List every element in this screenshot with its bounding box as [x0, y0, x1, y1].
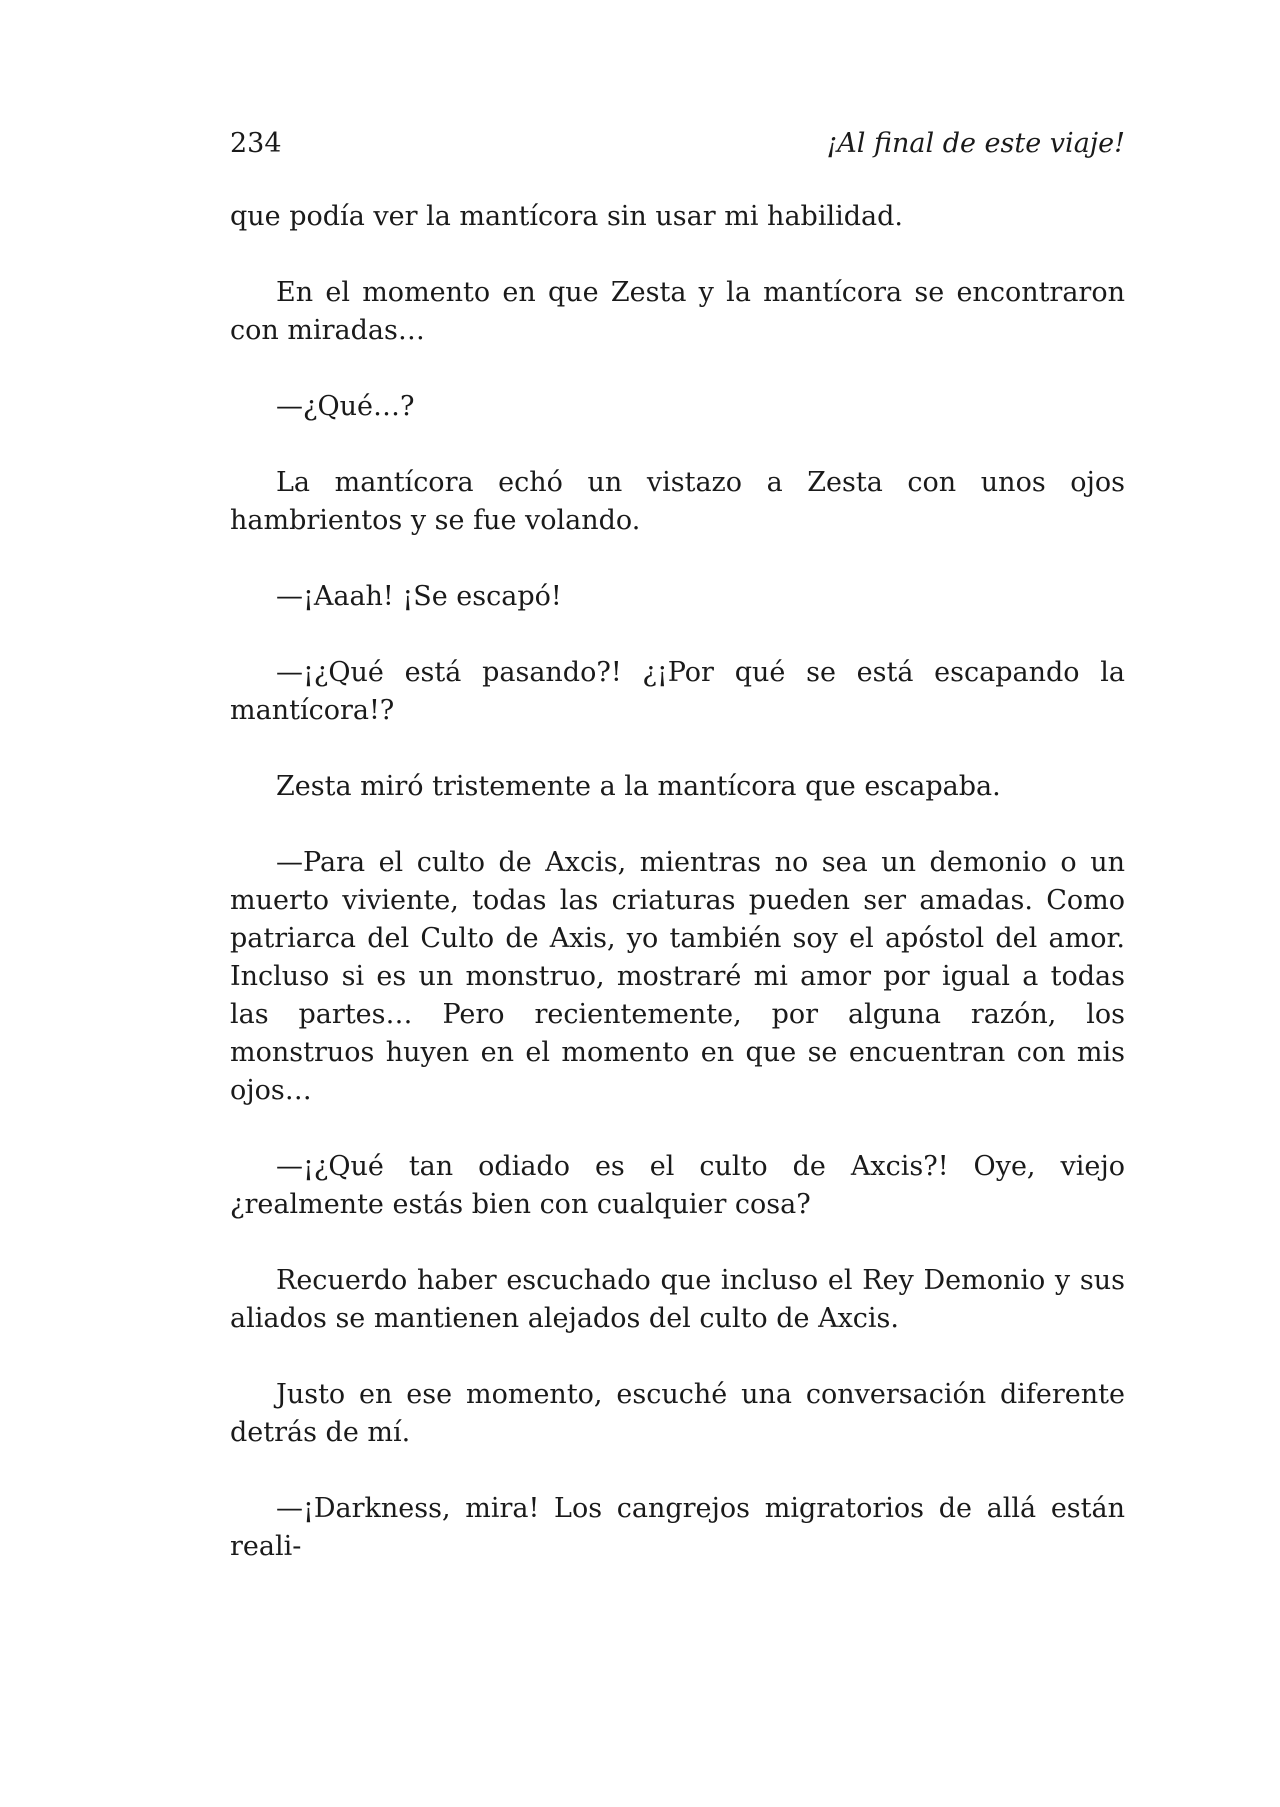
book-page — [230, 125, 1125, 1604]
paragraph: que podía ver la mantícora sin usar mi habilidad. — [230, 201, 903, 232]
body-text — [230, 198, 1125, 1566]
running-head — [230, 125, 1125, 163]
dialogue-line: —¡¿Qué está pasando?! ¿¡Por qué se está escapando la mantícora!? — [230, 657, 1125, 726]
dialogue-line: —¡¿Qué tan odiado es el culto de Axcis?! Oye, viejo ¿realmente estás bien con cualquier cosa? — [230, 1151, 1125, 1220]
dialogue-line: —¿Qué…? — [276, 391, 415, 422]
paragraph: Recuerdo haber escuchado que incluso el Rey Demonio y sus aliados se mantienen alejados del culto de Axcis. — [230, 1265, 1125, 1334]
dialogue-line: —¡Darkness, mira! Los cangrejos migratorios de allá están reali- — [230, 1493, 1125, 1562]
page-number: 234 — [230, 128, 282, 159]
paragraph: En el momento en que Zesta y la mantícora se encontraron con miradas… — [230, 277, 1125, 346]
running-title: ¡Al final de este viaje! — [826, 128, 1125, 159]
paragraph: La mantícora echó un vistazo a Zesta con unos ojos hambrientos y se fue volando. — [230, 467, 1125, 536]
paragraph: Zesta miró tristemente a la mantícora que escapaba. — [276, 771, 1001, 802]
dialogue-line: —Para el culto de Axcis, mientras no sea un demonio o un muerto viviente, todas las criaturas pueden ser amadas. Como patriarca del Culto de Axis, yo también soy el apóstol del amor. Incluso si es un monstruo, mostraré mi amor por igual a todas las partes… Pero recientemente, por alguna razón, los monstruos huyen en el momento en que se encuentran con mis ojos… — [230, 847, 1125, 1106]
dialogue-line: —¡Aaah! ¡Se escapó! — [276, 581, 562, 612]
paragraph: Justo en ese momento, escuché una conversación diferente detrás de mí. — [230, 1379, 1125, 1448]
